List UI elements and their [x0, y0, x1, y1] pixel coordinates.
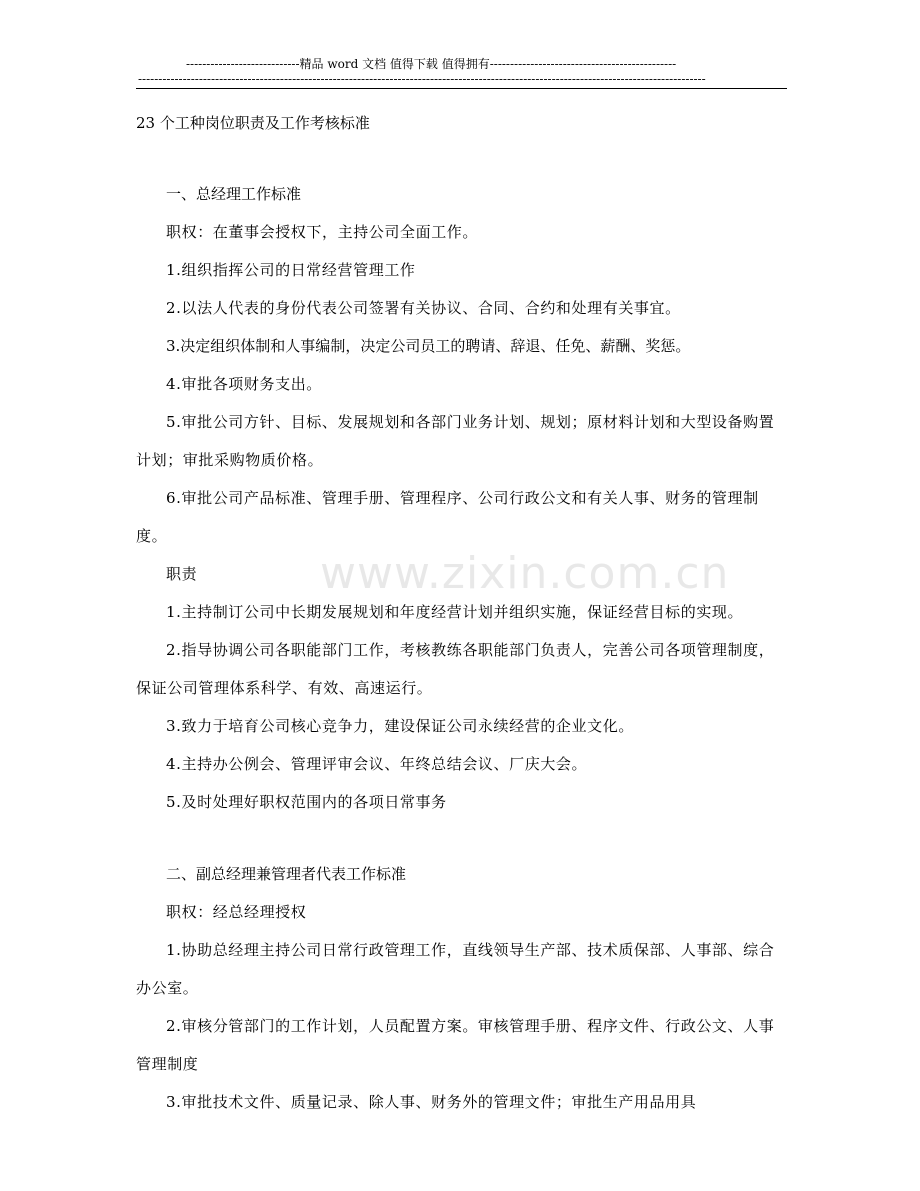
- section2-authority-item: 3.审批技术文件、质量记录、除人事、财务外的管理文件；审批生产用品用具: [166, 1093, 697, 1111]
- section2-authority-item: 1.协助总经理主持公司日常行政管理工作，直线领导生产部、技术质保部、人事部、综合办公室。: [136, 941, 775, 997]
- section2-heading: 二、副总经理兼管理者代表工作标准: [166, 865, 407, 883]
- section1-duty-item: 4.主持办公例会、管理评审会议、年终总结会议、厂庆大会。: [166, 755, 588, 773]
- spacer: [136, 142, 786, 175]
- section1-authority-item: 3.决定组织体制和人事编制，决定公司员工的聘请、辞退、任免、薪酬、奖惩。: [166, 337, 691, 355]
- section1-authority-item: 6.审批公司产品标准、管理手册、管理程序、公司行政公文和有关人事、财务的管理制度。: [136, 489, 759, 545]
- section1-duty-heading: 职责: [166, 565, 198, 583]
- section2-authority-item: 2.审核分管部门的工作计划，人员配置方案。审核管理手册、程序文件、行政公文、人事管理制度: [136, 1017, 775, 1073]
- section1-authority-item: 5.审批公司方针、目标、发展规划和各部门业务计划、规划；原材料计划和大型设备购置计划；审批采购物质价格。: [136, 413, 775, 469]
- section1-authority-item: 4.审批各项财务支出。: [166, 375, 322, 393]
- header-rule: [136, 88, 787, 89]
- spacer: [136, 821, 786, 855]
- section1-authority-intro: 职权：在董事会授权下，主持公司全面工作。: [166, 223, 479, 241]
- section1-authority-item: 2.以法人代表的身份代表公司签署有关协议、合同、合约和处理有关事宜。: [166, 299, 681, 317]
- section1-duty-item: 1.主持制订公司中长期发展规划和年度经营计划并组织实施，保证经营目标的实现。: [166, 603, 744, 621]
- section1-heading: 一、总经理工作标准: [166, 185, 302, 203]
- header-banner: ----------------------------精品 word 文档 值得下载 值得拥有----------------------------------------------: [186, 57, 677, 71]
- header-dash-line: --------------------------------------------------------------------------------------------------------------------------------------------: [138, 72, 706, 86]
- section1-duty-item: 2.指导协调公司各职能部门工作，考核教练各职能部门负责人，完善公司各项管理制度，保证公司管理体系科学、有效、高速运行。: [136, 641, 775, 697]
- section1-authority-item: 1.组织指挥公司的日常经营管理工作: [166, 261, 416, 279]
- section1-duty-item: 5.及时处理好职权范围内的各项日常事务: [166, 793, 447, 811]
- document-title: 23 个工种岗位职责及工作考核标准: [136, 114, 370, 132]
- document-body: [136, 104, 786, 1121]
- watermark-text: www.zixin.com.cn: [320, 548, 730, 599]
- section2-authority-intro: 职权：经总经理授权: [166, 903, 307, 921]
- section1-duty-item: 3.致力于培育公司核心竞争力，建设保证公司永续经营的企业文化。: [166, 717, 634, 735]
